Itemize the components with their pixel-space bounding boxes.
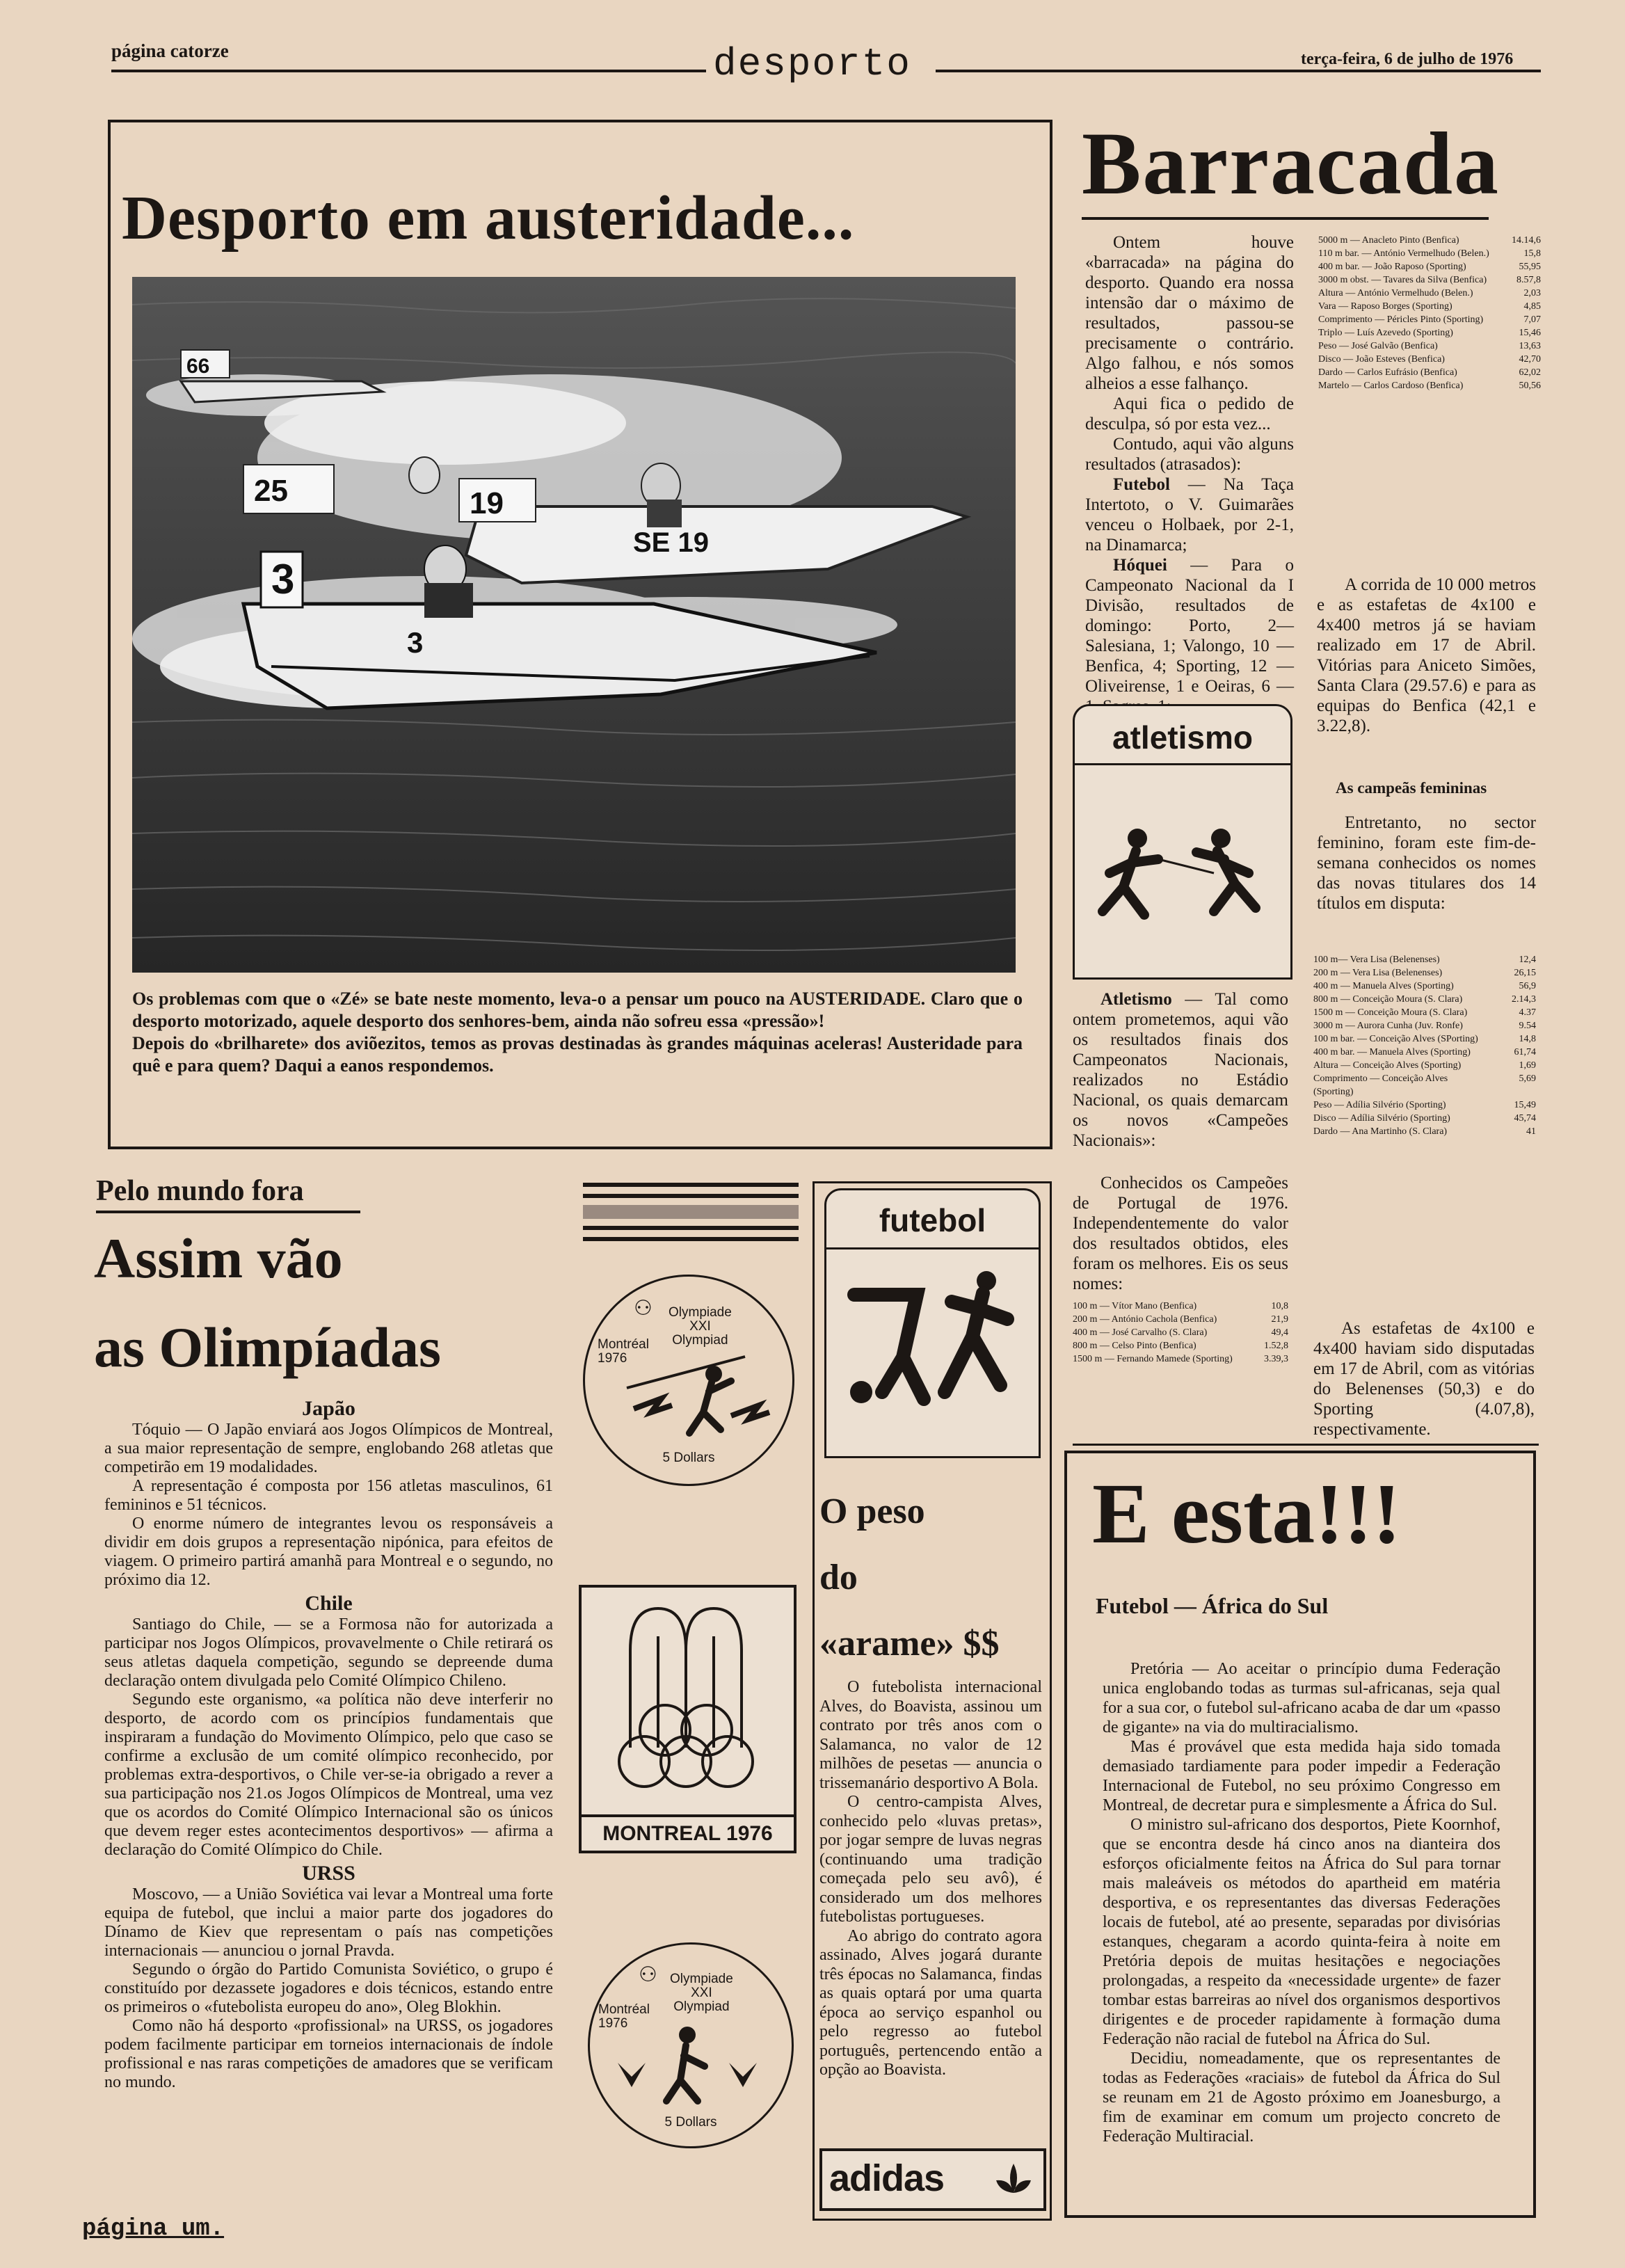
- result-value: 42,70: [1519, 354, 1541, 365]
- conhecidos-text: Conhecidos os Campeões de Portugal de 1976. Independentemente do valor dos resultados obtidos, eles foram os melhores. Eis os seus nomes:: [1073, 1174, 1288, 1293]
- result-row: [1313, 1072, 1536, 1099]
- result-name: Vara — Raposo Borges (Sporting): [1318, 301, 1452, 312]
- result-name: 100 m— Vera Lisa (Belenenses): [1313, 955, 1440, 965]
- result-row: [1318, 247, 1541, 260]
- montreal-logo-label: MONTREAL 1976: [582, 1814, 794, 1851]
- result-name: 200 m — Vera Lisa (Belenenses): [1313, 968, 1443, 978]
- result-name: Martelo — Carlos Cardoso (Benfica): [1318, 381, 1464, 391]
- barracada-hoquei-label: Hóquei: [1113, 556, 1167, 575]
- header-date: terça-feira, 6 de julho de 1976: [1301, 50, 1514, 68]
- esta-p1: Pretória — Ao aceitar o princípio duma Federação unica englobando todas as turmas sul-africanas, seja qual for a sua cor, o futebol sul-africano acaba de dar um «passo de gigante» na via do multiracialismo.: [1103, 1660, 1500, 1736]
- result-name: Dardo — Carlos Eufrásio (Benfica): [1318, 367, 1457, 378]
- olimpiadas-kicker: Pelo mundo fora: [96, 1175, 304, 1207]
- result-value: 62,02: [1519, 367, 1541, 378]
- football-pictogram-icon: [826, 1253, 1039, 1455]
- result-value: 26,15: [1514, 968, 1536, 978]
- result-name: 3000 m — Aurora Cunha (Juv. Ronfe): [1313, 1021, 1463, 1031]
- coin-runner: [588, 1942, 794, 2148]
- esta-p4: Decidiu, nomeadamente, que os representantes de todas as Federações «raciais» de futebol da África do Sul se reunam em 21 de Agosto próximo em Joanesburgo, a fim de examinar em comum um projecto concreto de Federação Multiracial.: [1103, 2050, 1500, 2146]
- result-row: [1313, 1099, 1536, 1112]
- boat-label-se19: SE 19: [633, 527, 709, 558]
- result-name: 1500 m — Conceição Moura (S. Clara): [1313, 1007, 1468, 1018]
- esta-title: E esta!!!: [1092, 1466, 1402, 1561]
- coin-1-year: 1976: [598, 1351, 627, 1366]
- result-name: 5000 m — Anacleto Pinto (Benfica): [1318, 235, 1459, 246]
- result-name: Comprimento — Péricles Pinto (Sporting): [1318, 314, 1484, 325]
- coin-1-line-2: XXI: [689, 1319, 711, 1334]
- result-value: 13,63: [1519, 341, 1541, 351]
- result-name: 400 m — José Carvalho (S. Clara): [1073, 1327, 1208, 1338]
- result-row: [1073, 1326, 1288, 1339]
- result-row: [1313, 980, 1536, 993]
- result-row: [1318, 260, 1541, 273]
- result-name: 110 m bar. — António Vermelhudo (Belen.): [1318, 248, 1489, 259]
- result-value: 7,07: [1523, 314, 1541, 325]
- adidas-trefoil-icon: [989, 2158, 1038, 2200]
- atletismo-text: — Tal como ontem prometemos, aqui vão os resultados finais dos Campeonatos Nacionais, realizados no Estádio Nacional, os quais demarcam os novos «Campeões Nacionais»:: [1073, 990, 1288, 1150]
- boat-number-19: 19: [470, 486, 504, 520]
- futebol-logo-label: futebol: [879, 1202, 986, 1238]
- feature-caption-p2: Depois do «brilharete» dos aviõezitos, temos as provas destinadas às grandes máquinas aceleras! Austeridade para quê e para quem? Daqui a eanos respondemos.: [132, 1033, 1023, 1076]
- coin-javelin: [583, 1275, 794, 1486]
- result-value: 45,74: [1514, 1113, 1536, 1124]
- header-rule-right: [936, 70, 1541, 72]
- powerboat-photo: [132, 277, 1016, 973]
- peso-title-2: do: [819, 1558, 858, 1597]
- fencing-pictogram-icon: [1075, 769, 1290, 977]
- result-value: 10,8: [1271, 1301, 1288, 1311]
- result-row: [1318, 340, 1541, 353]
- feature-photo: [132, 277, 1016, 973]
- montreal-logo-box: [579, 1585, 797, 1853]
- coin-2-city: Montréal: [598, 2002, 650, 2017]
- barracada-title: Barracada: [1082, 114, 1500, 213]
- result-value: 12,4: [1519, 955, 1536, 965]
- peso-title-1: O peso: [819, 1492, 925, 1531]
- result-value: 2.14,3: [1512, 994, 1536, 1005]
- esta-p2: Mas é provável que esta medida haja sido tomada demasiado tardiamente para poder impedir a Federação Internacional de Futebol, no seu próximo Congresso em Montreal, de decretar pura e simplesmente a África do Sul.: [1103, 1738, 1500, 1814]
- coin-1-line-3: Olympiad: [672, 1333, 728, 1348]
- result-name: 1500 m — Fernando Mamede (Sporting): [1073, 1354, 1233, 1364]
- barracada-p2: Aqui fica o pedido de desculpa, só por esta vez...: [1085, 394, 1294, 433]
- atletismo-logo-label: atletismo: [1112, 719, 1253, 756]
- result-name: 800 m — Celso Pinto (Benfica): [1073, 1341, 1196, 1351]
- result-value: 3.39,3: [1264, 1354, 1288, 1364]
- olimpiadas-kicker-rule: [96, 1211, 360, 1213]
- header-section: desporto: [713, 42, 911, 86]
- atletismo-logo: [1073, 704, 1292, 980]
- boat-number-66: 66: [186, 355, 210, 378]
- atletismo-col: [1073, 989, 1288, 1294]
- header-left: página catorze: [111, 40, 229, 61]
- result-name: Triplo — Luís Azevedo (Sporting): [1318, 328, 1453, 338]
- esta-subtitle: Futebol — África do Sul: [1096, 1593, 1329, 1618]
- result-row: [1313, 1059, 1536, 1072]
- result-value: 4,85: [1523, 301, 1541, 312]
- result-value: 21,9: [1271, 1314, 1288, 1325]
- result-value: 4.37: [1519, 1007, 1536, 1018]
- coin-2-year: 1976: [598, 2016, 628, 2031]
- olimpiadas-title-1: Assim vão: [94, 1227, 343, 1290]
- result-name: 100 m bar. — Conceição Alves (SPorting): [1313, 1034, 1478, 1044]
- coin-2-line-1: Olympiade: [670, 1972, 733, 1986]
- result-row: [1313, 953, 1536, 966]
- result-row: [1313, 993, 1536, 1006]
- boat-number-3-hull: 3: [407, 626, 424, 659]
- barracada-p1: Ontem houve «barracada» na página do desporto. Quando era nossa intensão dar o máximo de resultados, passou-se precisamente o contrário. Algo falhou, e nós somos alheios a esse falhanço.: [1085, 233, 1294, 393]
- result-name: 400 m bar. — João Raposo (Sporting): [1318, 262, 1466, 272]
- result-row: [1318, 379, 1541, 392]
- result-row: [1313, 1019, 1536, 1032]
- japao-p3: O enorme número de integrantes levou os responsáveis a dividir em dois grupos a representação nipónica, para efeitos de viagem. O primeiro partirá amanhã para Montreal e o segundo, no próximo dia 12.: [104, 1515, 553, 1589]
- result-value: 9.54: [1519, 1021, 1536, 1031]
- result-name: Dardo — Ana Martinho (S. Clara): [1313, 1126, 1448, 1137]
- header-rule-left: [111, 70, 706, 72]
- coin-2-line-3: Olympiad: [673, 1999, 730, 2014]
- olimpiadas-body: [104, 1395, 553, 2092]
- result-name: Disco — João Esteves (Benfica): [1318, 354, 1445, 365]
- barracada-p3: Contudo, aqui vão alguns resultados (atrasados):: [1085, 435, 1294, 474]
- barracada-rule-bottom: [1073, 1444, 1539, 1446]
- result-value: 14,8: [1519, 1034, 1536, 1044]
- chile-p2: Segundo este organismo, «a política não deve interferir no desporto, de acordo com os princípios fundamentais que inspiraram a fundação do Movimento Olímpico, pelo que caso se confirme a exclusão de um comité olímpico reconhecido, por problemas extra-desportivos, o Chile ver-se-ia obrigado a rever a sua participação nos 21.os Jogos Olímpicos de Montreal, uma vez que os acordos do Comité Olímpico Internacional são os únicos que devem reger estes acontecimentos desportivos» — afirma a declaração do Comité Olímpico do Chile.: [104, 1691, 553, 1859]
- peso-title: [819, 1478, 999, 1677]
- barracada-title-rule: [1082, 217, 1489, 220]
- peso-p1: O futebolista internacional Alves, do Boavista, assinou um contrato por três anos com o Salamanca, no valor de 12 milhões de pesetas — anuncia o trissemanário desportivo A Bola.: [819, 1678, 1042, 1792]
- japao-p1: Tóquio — O Japão enviará aos Jogos Olímpicos de Montreal, a sua maior representação de sempre, englobando 268 atletas que competirão em 19 modalidades.: [104, 1421, 553, 1476]
- result-row: [1318, 353, 1541, 366]
- result-value: 15,8: [1523, 248, 1541, 259]
- atletismo-label: Atletismo: [1100, 990, 1172, 1009]
- peso-body: [819, 1678, 1042, 2080]
- urss-p3: Como não há desporto «profissional» na URSS, os jogadores podem facilmente participar em torneios internacionais de índole profissional e nas raras competições de amadores que se verificam no mundo.: [104, 2017, 553, 2091]
- corrida-text: A corrida de 10 000 metros e as estafetas de 4x100 e 4x400 metros já se haviam realizado em 17 de Abril. Vitórias para Aniceto Simões, Santa Clara (29.57.6) e para as equipas do Benfica (42,1 e 3.22,8).: [1317, 575, 1536, 735]
- result-value: 14.14,6: [1512, 235, 1541, 246]
- futebol-logo: [824, 1188, 1041, 1458]
- result-value: 61,74: [1514, 1047, 1536, 1057]
- result-value: 5,69: [1519, 1073, 1536, 1084]
- japao-title: Japão: [302, 1397, 355, 1420]
- stripe-decoration: [583, 1183, 799, 1241]
- result-value: 41: [1526, 1126, 1536, 1137]
- result-row: [1318, 326, 1541, 340]
- olympic-rings-mini-icon: ⚇: [634, 1297, 653, 1320]
- result-value: 15,46: [1519, 328, 1541, 338]
- coin-1-city: Montréal: [598, 1337, 649, 1352]
- olympic-rings-mini-icon-2: ⚇: [639, 1963, 657, 1986]
- result-name: Altura — Conceição Alves (Sporting): [1313, 1060, 1462, 1071]
- result-value: 55,95: [1519, 262, 1541, 272]
- page-footer-link[interactable]: página um.: [82, 2216, 225, 2242]
- coin-2-value: 5 Dollars: [664, 2115, 717, 2130]
- coin-1-line-1: Olympiade: [669, 1305, 732, 1320]
- result-row: [1073, 1352, 1288, 1366]
- esta-body: [1103, 1659, 1500, 2146]
- boat-number-3: 3: [271, 556, 295, 602]
- chile-title: Chile: [305, 1592, 353, 1615]
- feature-title: Desporto em austeridade...: [122, 184, 855, 253]
- barracada-futebol-label: Futebol: [1113, 475, 1170, 494]
- coin-1-value: 5 Dollars: [662, 1451, 715, 1465]
- barracada-col-1: [1085, 232, 1294, 717]
- urss-p1: Moscovo, — a União Soviética vai levar a Montreal uma forte equipa de futebol, que inclui a maior parte dos jogadores do Dínamo de Kiev que representam o país nas competições internacionais — anunciou o jornal Pravda.: [104, 1885, 553, 1960]
- result-name: 400 m — Manuela Alves (Sporting): [1313, 981, 1454, 991]
- japao-p2: A representação é composta por 156 atletas masculinos, 61 femininos e 51 técnicos.: [104, 1477, 553, 1514]
- result-name: Altura — António Vermelhudo (Belen.): [1318, 288, 1473, 298]
- urss-p2: Segundo o órgão do Partido Comunista Soviético, o grupo é constituído por dezassete jogadores e dois técnicos, estando entre os primeiros o «futebolista europeu do ano», Oleg Blokhin.: [104, 1960, 553, 2016]
- result-row: [1313, 1032, 1536, 1046]
- estafetas-text: As estafetas de 4x100 e 4x400 haviam sido disputadas em 17 de Abril, com as vitórias do Belenenses (50,3) e do Sporting (4.07,8), respectivamente.: [1313, 1319, 1535, 1439]
- chile-p1: Santiago do Chile, — se a Formosa não for autorizada a participar nos Jogos Olímpicos, provavelmente o Chile retirará os seus atletas daquela competição, segundo se depreende duma declaração ontem divulgada pelo Comité Olímpico Chileno.: [104, 1615, 553, 1690]
- result-row: [1318, 313, 1541, 326]
- result-name: 800 m — Conceição Moura (S. Clara): [1313, 994, 1463, 1005]
- adidas-wordmark: adidas: [829, 2157, 945, 2199]
- boat-number-25: 25: [254, 474, 288, 508]
- result-row: [1318, 300, 1541, 313]
- result-row: [1318, 366, 1541, 379]
- result-row: [1073, 1300, 1288, 1313]
- result-name: Peso — José Galvão (Benfica): [1318, 341, 1438, 351]
- result-row: [1313, 1112, 1536, 1125]
- peso-p3: Ao abrigo do contrato agora assinado, Alves jogará durante três épocas no Salamanca, findas as quais optará por uma quarta época ao serviço espanhol ou pelo regresso ao futebol português, pertencendo então a opção ao Boavista.: [819, 1926, 1042, 2079]
- result-row: [1313, 1046, 1536, 1059]
- result-name: 200 m — António Cachola (Benfica): [1073, 1314, 1217, 1325]
- result-row: [1318, 273, 1541, 287]
- result-value: 49,4: [1271, 1327, 1288, 1338]
- result-name: 100 m — Vítor Mano (Benfica): [1073, 1301, 1197, 1311]
- result-name: Comprimento — Conceição Alves (Sporting): [1313, 1073, 1448, 1097]
- result-value: 15,49: [1514, 1100, 1536, 1110]
- result-value: 2,03: [1523, 288, 1541, 298]
- campeas-text: Entretanto, no sector feminino, foram este fim-de-semana conhecidos os nomes das novas titulares dos 14 títulos em disputa:: [1317, 813, 1536, 913]
- peso-p2: O centro-campista Alves, conhecido pelo «luvas pretas», por jogar sempre de luvas negras (continuando uma tradição começada pelo seu avô), é considerado um dos melhores futebolistas portugueses.: [819, 1793, 1042, 1926]
- feature-caption: [132, 988, 1023, 1077]
- result-row: [1073, 1313, 1288, 1326]
- feature-caption-p1: Os problemas com que o «Zé» se bate neste momento, leva-o a pensar um pouco na AUSTERIDADE. Claro que o desporto motorizado, aquele desporto dos senhores-bem, ainda não sofreu essa «pressão»!: [132, 989, 1023, 1031]
- urss-title: URSS: [302, 1862, 355, 1885]
- result-row: [1318, 234, 1541, 247]
- results-women-list: [1313, 953, 1536, 1138]
- result-value: 50,56: [1519, 381, 1541, 391]
- adidas-ad: [819, 2148, 1046, 2211]
- campeas-title: As campeãs femininas: [1336, 779, 1487, 797]
- result-row: [1073, 1339, 1288, 1352]
- esta-p3: O ministro sul-africano dos desportos, Piete Koornhof, que se encontra desde há cinco anos na dianteira dos esforços oficialmente feitos na África do Sul para tornar mais maleáveis os métodos do apartheid em matéria desportiva, e os representantes das diversas Federações locais de futebol, até ao presente, separadas por divisórias estanques, chegaram a acordo quinta-feira à noite em Pretória depois de muitas hesitações e negociações prolongadas, a respeito da «necessidade urgente» de fazer tombar estas barreiras ao nível dos organismos desportivos dirigentes e de proceder rapidamente à formação duma Federação não racial de futebol na África do Sul.: [1103, 1816, 1500, 2048]
- result-name: Peso — Adília Silvério (Sporting): [1313, 1100, 1446, 1110]
- result-value: 1.52,8: [1264, 1341, 1288, 1351]
- olympic-rings-montreal-icon: [582, 1588, 794, 1810]
- results-men-list: [1318, 234, 1541, 392]
- result-value: 1,69: [1519, 1060, 1536, 1071]
- olimpiadas-title-2: as Olimpíadas: [94, 1316, 441, 1379]
- result-name: 3000 m obst. — Tavares da Silva (Benfica): [1318, 275, 1487, 285]
- barracada-futebol-text: — Na Taça Intertoto, o V. Guimarães venceu o Holbaek, por 2-1, na Dinamarca;: [1085, 475, 1294, 554]
- coin-2-line-2: XXI: [691, 1986, 712, 2000]
- result-value: 56,9: [1519, 981, 1536, 991]
- result-row: [1313, 1006, 1536, 1019]
- peso-title-3: «arame» $$: [819, 1624, 1000, 1663]
- result-row: [1318, 287, 1541, 300]
- barracada-hoquei-text: — Para o Campeonato Nacional da I Divisão, resultados de domingo: Porto, 2— Salesiana, 1; Valongo, 10 — Benfica, 4; Sporting, 12 — Oliveirense, 1 e Oeiras, 6 —: [1085, 556, 1294, 696]
- result-name: 400 m bar. — Manuela Alves (Sporting): [1313, 1047, 1471, 1057]
- result-value: 8.57,8: [1516, 275, 1541, 285]
- results-men-2-list: [1073, 1300, 1288, 1366]
- result-row: [1313, 1125, 1536, 1138]
- result-name: Disco — Adília Silvério (Sporting): [1313, 1113, 1450, 1124]
- result-row: [1313, 966, 1536, 980]
